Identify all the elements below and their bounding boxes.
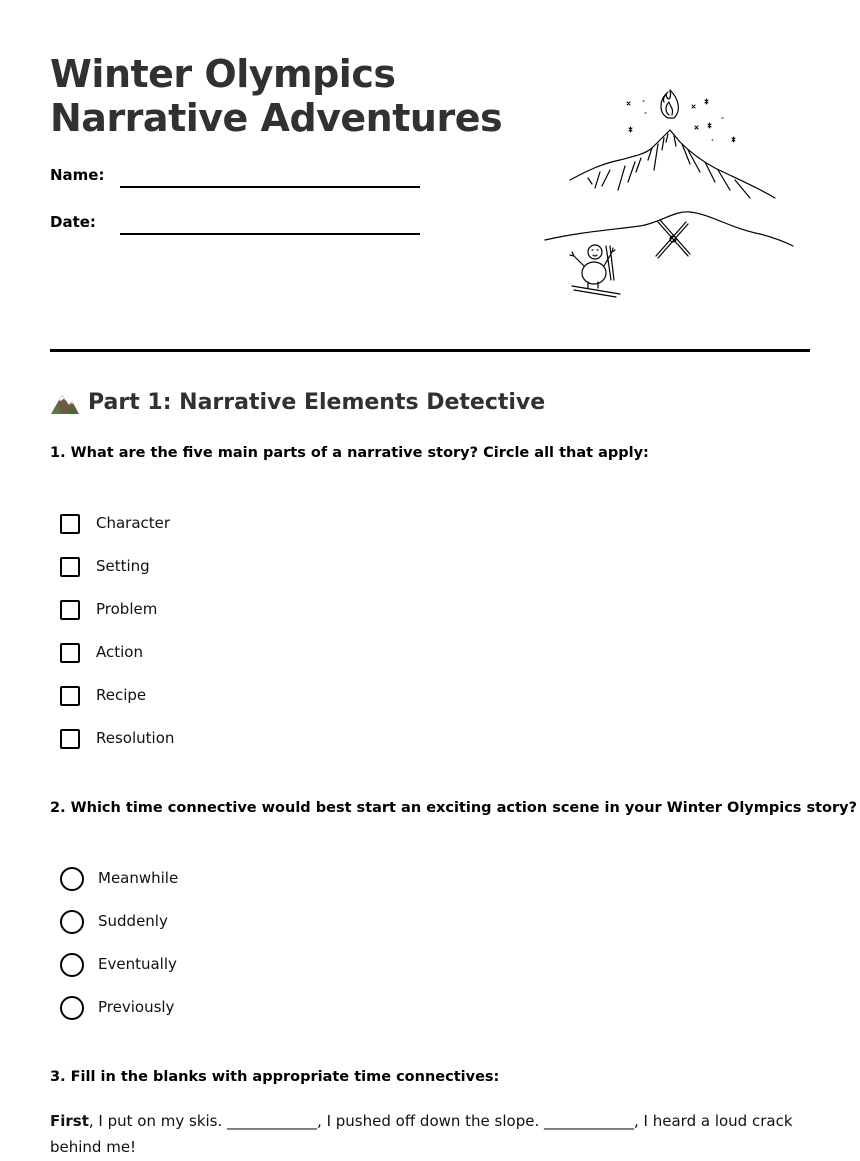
option-label: Meanwhile [98,868,179,887]
olympic-flame-icon [661,90,678,118]
question-3: 3. Fill in the blanks with appropriate time connectives: [50,1069,500,1085]
blank-1[interactable]: ____________ [227,1112,318,1130]
option-resolution[interactable] [60,716,174,759]
mountain-icon [570,130,775,198]
page-title [50,52,502,140]
radio-button[interactable] [60,953,84,977]
option-character[interactable] [60,501,174,544]
option-eventually[interactable] [60,942,178,985]
option-label: Suddenly [98,911,168,930]
title-line-2: Narrative Adventures [50,96,503,140]
radio-button[interactable] [60,996,84,1020]
date-field[interactable] [120,233,420,235]
section-heading-part-1 [50,390,545,415]
name-field[interactable] [120,186,420,188]
question-2-options [60,856,178,1028]
sentence-part-3: , I heard a loud crack behind me! [50,1112,793,1156]
option-label: Recipe [96,685,147,704]
question-1: 1. What are the five main parts of a narrative story? Circle all that apply: [50,445,649,461]
crossed-skis-icon [656,220,690,258]
snowflake-icon [627,99,735,142]
title-line-1: Winter Olympics [50,52,396,96]
option-recipe[interactable] [60,673,174,716]
option-label: Resolution [96,728,175,747]
winter-olympics-illustration [540,80,800,305]
option-label: Character [96,513,171,532]
snowman-icon [570,245,620,297]
option-previously[interactable] [60,985,178,1028]
question-1-options [60,501,174,759]
checkbox[interactable] [60,686,80,706]
sentence-start: First [50,1112,89,1130]
option-label: Previously [98,997,175,1016]
sentence-part-1: , I put on my skis. [88,1112,223,1130]
option-problem[interactable] [60,587,174,630]
fill-in-sentence [50,1108,810,1160]
option-label: Problem [96,599,158,618]
radio-button[interactable] [60,867,84,891]
option-meanwhile[interactable] [60,856,178,899]
option-action[interactable] [60,630,174,673]
question-2: 2. Which time connective would best start an exciting action scene in your Winter Olympics story? [50,800,858,816]
checkbox[interactable] [60,557,80,577]
checkbox[interactable] [60,643,80,663]
checkbox[interactable] [60,600,80,620]
option-label: Eventually [98,954,177,973]
mountain-icon [50,391,80,415]
option-label: Action [96,642,143,661]
date-label: Date: [50,213,96,231]
radio-button[interactable] [60,910,84,934]
section-divider [50,349,810,352]
checkbox[interactable] [60,514,80,534]
option-label: Setting [96,556,150,575]
sentence-part-2: , I pushed off down the slope. [317,1112,540,1130]
blank-2[interactable]: ____________ [544,1112,635,1130]
section-heading-text: Part 1: Narrative Elements Detective [88,390,546,415]
name-label: Name: [50,166,105,184]
option-suddenly[interactable] [60,899,178,942]
checkbox[interactable] [60,729,80,749]
option-setting[interactable] [60,544,174,587]
